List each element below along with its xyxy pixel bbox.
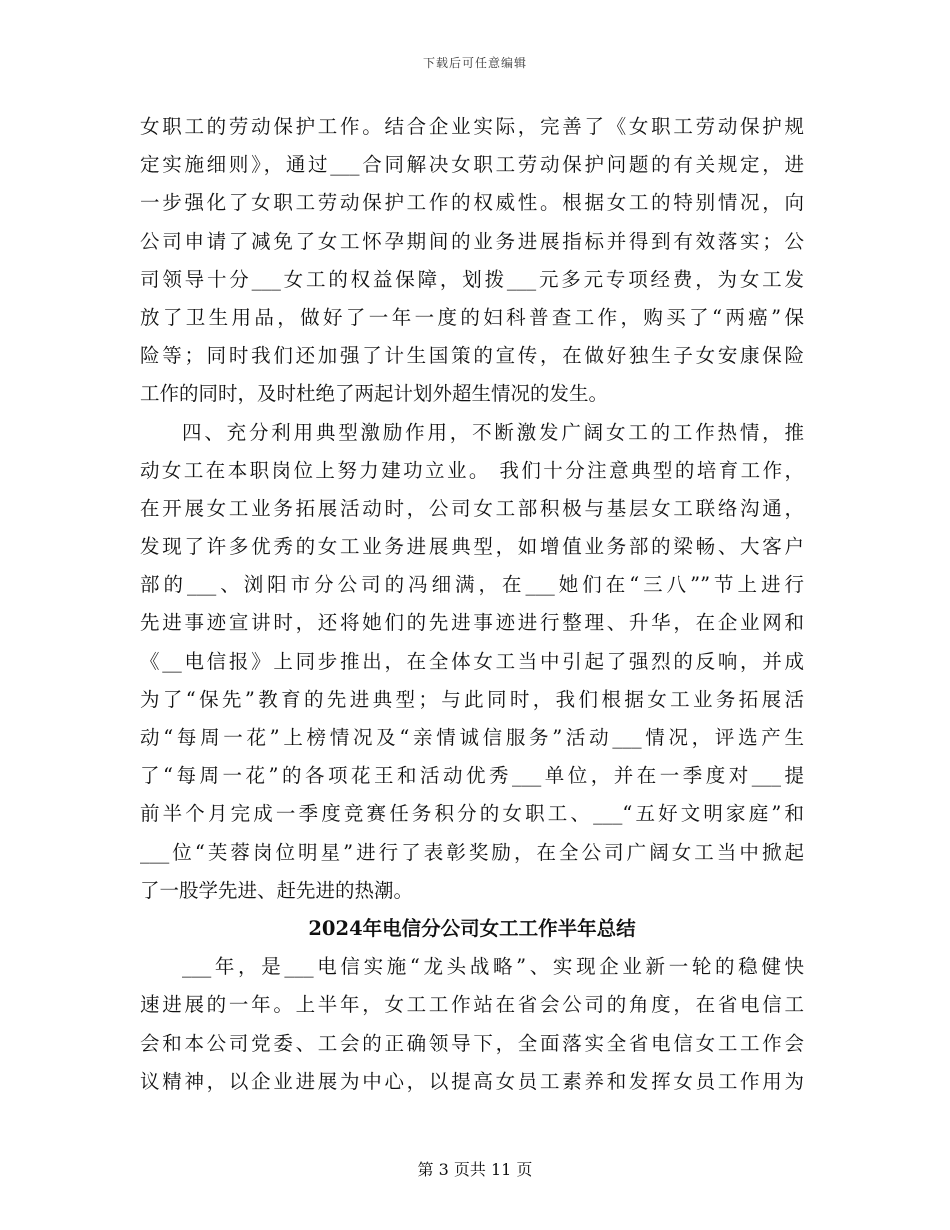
text-line: 四、充分利用典型激励作用，不断激发广阔女工的工作热情，推 [182, 420, 804, 444]
text-line: 公司申请了减免了女工怀孕期间的业务进展指标并得到有效落实；公 [140, 229, 804, 253]
text-line: 部的___、浏阳市分公司的冯细满，在___她们在“三八””节上进行 [140, 573, 804, 597]
text-line: 一步强化了女职工劳动保护工作的权威性。根据女工的特别情况，向 [140, 191, 804, 215]
text-line: 速进展的一年。上半年，女工工作站在省会公司的角度，在省电信工 [140, 993, 804, 1017]
text-line: ___位“芙蓉岗位明星”进行了表彰奖励，在全公司广阔女工当中掀起 [140, 840, 804, 864]
text-line: 司领导十分___女工的权益保障，划拨___元多元专项经费，为女工发 [140, 267, 804, 291]
paragraph-1 [140, 108, 804, 414]
text-line: 放了卫生用品，做好了一年一度的妇科普查工作，购买了“两癌”保 [140, 305, 804, 329]
page-number: 第 3 页共 11 页 [417, 1160, 533, 1179]
text-line: 了一股学先进、赶先进的热潮。 [140, 878, 414, 902]
text-line: 在开展女工业务拓展活动时，公司女工部积极与基层女工联络沟通， [140, 496, 804, 520]
text-line: ___年，是___电信实施“龙头战略”、实现企业新一轮的稳健快 [182, 955, 804, 979]
text-line: 《__电信报》上同步推出，在全体女工当中引起了强烈的反响，并成 [140, 649, 804, 673]
text-line: 先进事迹宣讲时，还将她们的先进事迹进行整理、升华，在企业网和 [140, 611, 804, 635]
text-line: 定实施细则》，通过___合同解决女职工劳动保护问题的有关规定，进 [140, 153, 804, 177]
text-line: 女职工的劳动保护工作。结合企业实际，完善了《女职工劳动保护规 [140, 115, 804, 138]
text-line: 为了“保先”教育的先进典型；与此同时，我们根据女工业务拓展活 [140, 687, 804, 711]
text-line: 动女工在本职岗位上努力建功立业。 我们十分注意典型的培育工作， [140, 458, 804, 482]
header-note: 下载后可任意编辑 [422, 56, 527, 70]
text-line: 发现了许多优秀的女工业务进展典型，如增值业务部的梁畅、大客户 [140, 535, 804, 559]
text-line: 险等；同时我们还加强了计生国策的宣传，在做好独生子女安康保险 [140, 344, 804, 368]
text-line: 了“每周一花”的各项花王和活动优秀___单位，并在一季度对___提 [140, 764, 804, 788]
section-title: 2024年电信分公司女工工作半年总结 [308, 916, 636, 940]
text-line: 会和本公司党委、工会的正确领导下，全面落实全省电信女工工作会 [140, 1031, 804, 1055]
text-line: 议精神，以企业进展为中心，以提高女员工素养和发挥女员工作用为 [140, 1069, 804, 1093]
document-body [140, 108, 804, 1101]
text-line: 工作的同时，及时杜绝了两起计划外超生情况的发生。 [140, 382, 609, 406]
paragraph-2 [140, 414, 804, 910]
paragraph-3 [140, 948, 804, 1101]
text-line: 动“每周一花”上榜情况及“亲情诚信服务”活动___情况，评选产生 [140, 726, 804, 749]
text-line: 前半个月完成一季度竞赛任务积分的女职工、___“五好文明家庭”和 [140, 802, 804, 826]
